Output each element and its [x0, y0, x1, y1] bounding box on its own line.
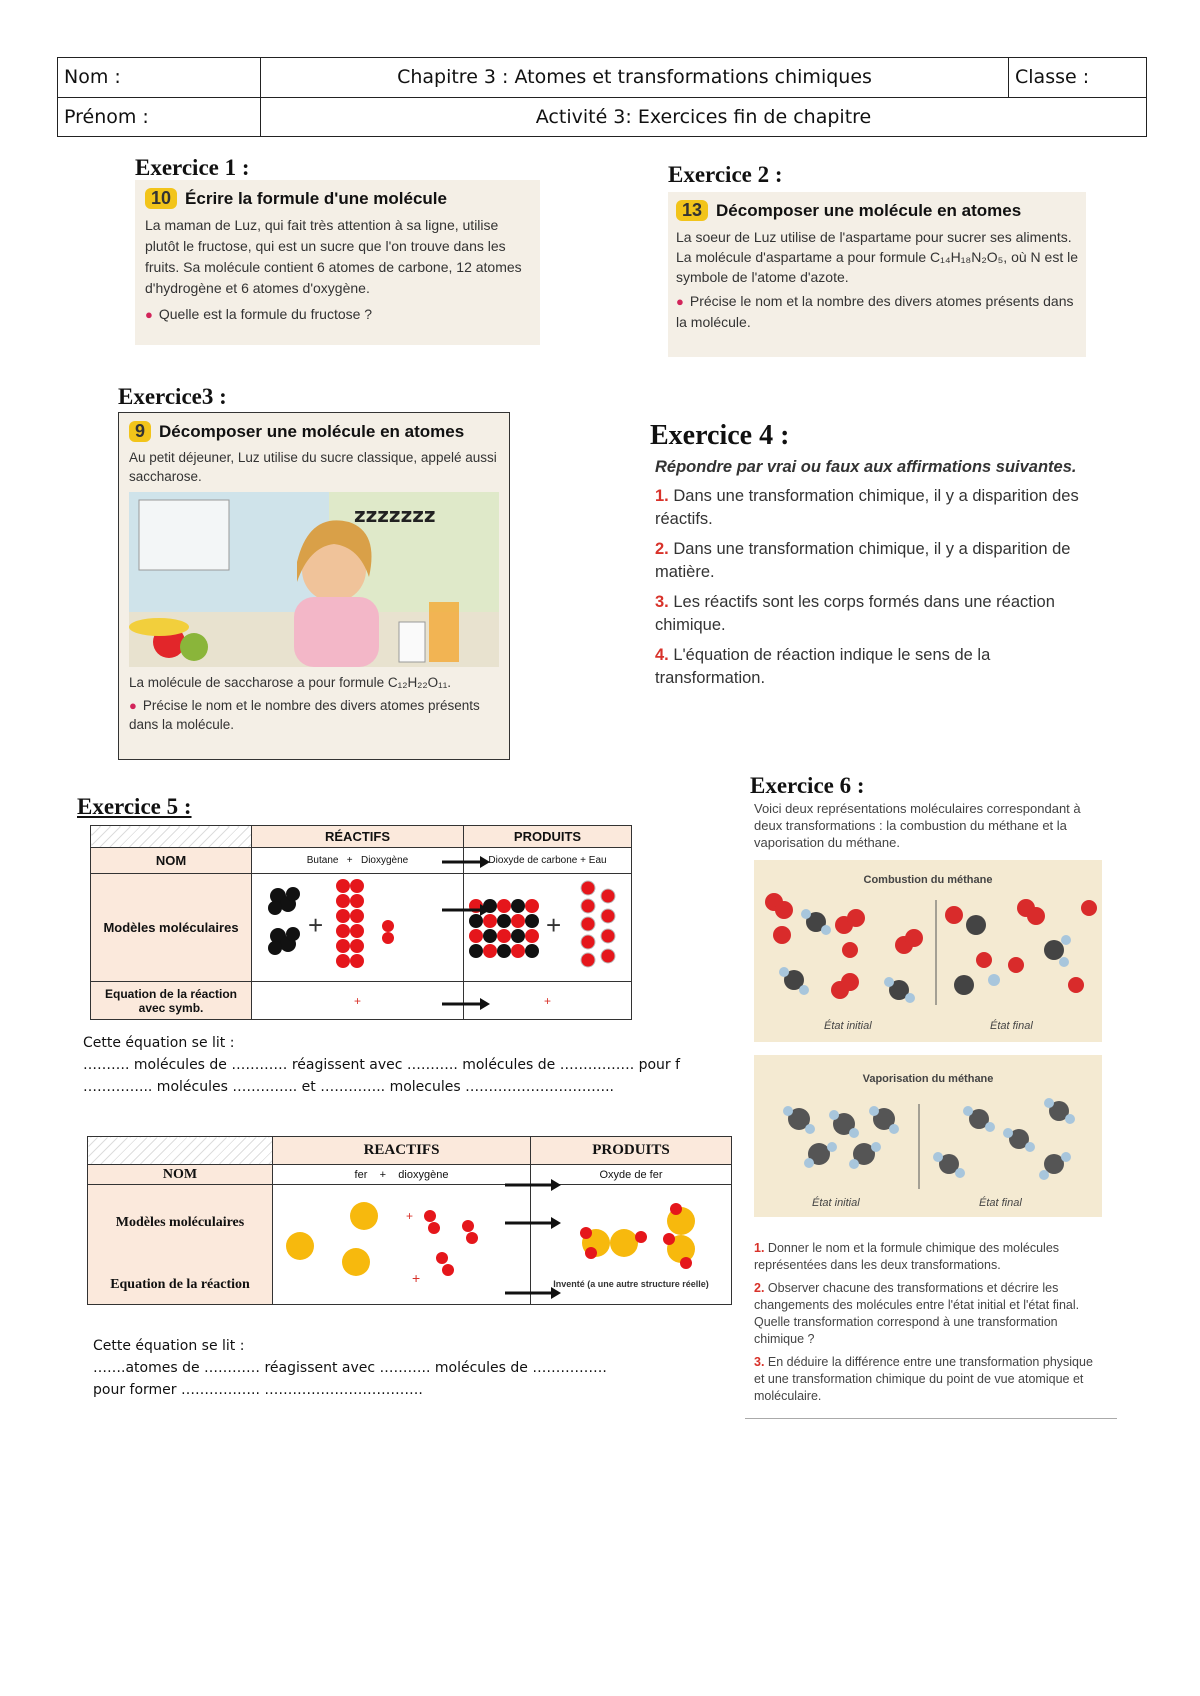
item-text: Dans une transformation chimique, il y a disparition de matière.	[655, 540, 1071, 581]
final-state-label: État final	[990, 1020, 1033, 1032]
ex1-question-text: Quelle est la formule du fructose ?	[158, 306, 373, 322]
svg-text:+: +	[411, 1270, 420, 1286]
nom-label: NOM	[88, 1165, 273, 1185]
chapter-title: Chapitre 3 : Atomes et transformations chimiques	[261, 58, 1009, 98]
ex3-card	[118, 412, 510, 760]
q-text: Observer chacune des transformations et décrire les changements des molécules entre l'état initial et l'état final. Quelle transformation correspond à une transformation chimique ?	[754, 1281, 1080, 1346]
ex2-title: Exercice 2 :	[668, 162, 783, 187]
ex4-item-3[interactable]	[655, 591, 1095, 637]
invented-note: Inventé (a une autre structure réelle)	[553, 1278, 709, 1289]
q-number: 1.	[754, 1241, 765, 1255]
co2-water-models	[468, 876, 628, 976]
ex4-title: Exercice 4 :	[650, 420, 790, 451]
ex4-item-4[interactable]	[655, 644, 1095, 690]
reading-intro: Cette équation se lit :	[93, 1338, 245, 1354]
equation-reactifs[interactable]: +	[252, 982, 464, 1020]
equation-label: Equation de la réaction avec symb.	[91, 982, 252, 1020]
ex4-body	[655, 458, 1095, 697]
ex1-title: Exercice 1 :	[135, 155, 250, 180]
ex5-reading-2	[93, 1335, 693, 1401]
activity-title: Activité 3: Exercices fin de chapitre	[261, 97, 1147, 137]
ex5-table-1	[90, 825, 632, 1020]
co2-label: Dioxyde de carbone	[488, 855, 578, 866]
modeles-label: Modèles moléculaires	[91, 874, 252, 982]
ex4-list	[655, 485, 1095, 690]
reactifs-header: RÉACTIFS	[252, 826, 464, 848]
ex1-heading: Écrire la formule d'une molécule	[185, 188, 447, 208]
nom-label: NOM	[91, 848, 252, 874]
final-state-label: État final	[979, 1197, 1022, 1209]
equation-label: Equation de la réaction	[110, 1277, 250, 1292]
ex3-title: Exercice3 :	[118, 384, 227, 409]
ex2-question	[676, 291, 1078, 332]
ex3-text: Au petit déjeuner, Luz utilise du sucre classique, appelé aussi saccharose.	[129, 450, 497, 484]
q-text: En déduire la différence entre une transformation physique et une transformation chimique du point de vue atomique et moléculaire.	[754, 1355, 1093, 1403]
ex1-question	[145, 303, 530, 326]
ex1-text: La maman de Luz, qui fait très attention à sa ligne, utilise plutôt le fructose, qui est un sucre que l'on trouve dans les fruits. Sa molécule contient 6 atomes de carbone, 12 atomes d'hydrogène et 6 atomes d'oxygène.	[145, 217, 522, 296]
ex3-number-badge: 9	[129, 421, 151, 442]
produits-names: Oxyde de fer	[531, 1165, 732, 1185]
ex6-question-1[interactable]	[754, 1240, 1104, 1274]
ex6-question-2[interactable]	[754, 1280, 1104, 1348]
equation-produits[interactable]: +	[464, 982, 632, 1020]
initial-state-label: État initial	[824, 1020, 872, 1032]
ex5-title: Exercice 5 :	[77, 794, 192, 819]
corner-cell	[91, 826, 252, 848]
reactifs-models	[273, 1185, 531, 1305]
plus-sign: +	[580, 855, 586, 866]
ex1-number-badge: 10	[145, 188, 177, 209]
ex5-table-2	[87, 1136, 732, 1305]
reaction-arrows-2	[503, 1175, 563, 1305]
vaporisation-models	[754, 1089, 1102, 1199]
svg-text:+: +	[307, 910, 323, 940]
ex6-questions	[754, 1240, 1104, 1405]
ex3-head	[129, 421, 499, 442]
svg-text:+: +	[545, 910, 561, 940]
eau-label: Eau	[588, 855, 607, 866]
dioxygene-label: dioxygène	[398, 1168, 449, 1181]
ex2-number-badge: 13	[676, 200, 708, 221]
reactifs-header: REACTIFS	[273, 1137, 531, 1165]
ex4-instruction: Répondre par vrai ou faux aux affirmations suivantes.	[655, 458, 1077, 476]
item-text: Les réactifs sont les corps formés dans une réaction chimique.	[655, 593, 1055, 634]
reading-line-2[interactable]: …………... molécules ………….. et ………….. molecules …………………………..	[83, 1079, 615, 1095]
ex3-formula: La molécule de saccharose a pour formule C₁₂H₂₂O₁₁.	[129, 675, 452, 690]
vaporisation-title: Vaporisation du méthane	[862, 1073, 994, 1085]
ex3-question-text: Précise le nom et le nombre des divers atomes présents dans la molécule.	[129, 698, 480, 732]
q-number: 2.	[754, 1281, 765, 1295]
header-table	[57, 57, 1147, 137]
nom-field[interactable]: Nom :	[58, 58, 261, 98]
produits-header: PRODUITS	[531, 1137, 732, 1165]
ex2-question-text: Précise le nom et la nombre des divers atomes présents dans la molécule.	[676, 293, 1074, 330]
reading-line-1[interactable]: ………. molécules de ………… réagissent avec ……….. molécules de ……………. pour f	[83, 1057, 681, 1073]
item-number: 1.	[655, 487, 669, 505]
ex6-question-3[interactable]	[754, 1354, 1104, 1405]
fer-label: fer	[354, 1168, 368, 1181]
reactifs-names	[252, 848, 464, 874]
reactifs-models	[252, 874, 464, 982]
combustion-models	[754, 890, 1102, 1020]
reading-intro: Cette équation se lit :	[83, 1035, 235, 1051]
vaporisation-panel	[754, 1055, 1102, 1217]
ex2-text: La soeur de Luz utilise de l'aspartame pour sucrer ses aliments. La molécule d'aspartame a pour formule C₁₄H₁₈N₂O₅, où N est le symbole de l'atome d'azote.	[676, 229, 1078, 285]
ex5-reading-1	[83, 1032, 743, 1098]
bullet-icon: ●	[145, 307, 153, 322]
svg-text:+: +	[405, 1209, 413, 1223]
item-number: 3.	[655, 593, 669, 611]
reaction-arrows-1	[440, 852, 490, 1012]
item-text: Dans une transformation chimique, il y a disparition des réactifs.	[655, 487, 1079, 528]
modeles-label	[88, 1185, 273, 1305]
plus-sign: +	[346, 855, 353, 866]
butane-oxygen-models	[263, 876, 453, 976]
modeles-text: Modèles moléculaires	[115, 1215, 245, 1230]
divider	[745, 1418, 1117, 1419]
iron-oxygen-models	[282, 1198, 522, 1288]
combustion-panel	[754, 860, 1102, 1042]
ex4-item-2[interactable]	[655, 538, 1095, 584]
ex6-intro: Voici deux représentations moléculaires correspondant à deux transformations : la combustion du méthane et la vaporisation du méthane.	[754, 801, 1081, 850]
iron-oxide-models	[536, 1201, 726, 1276]
ex2-head	[676, 200, 1078, 221]
item-number: 4.	[655, 646, 669, 664]
item-text: L'équation de réaction indique le sens de la transformation.	[655, 646, 991, 687]
reading-line-2[interactable]: pour former …………….. …………………………….	[93, 1382, 423, 1398]
ex1-card	[135, 180, 540, 345]
reading-line-1[interactable]: …….atomes de ………… réagissent avec ……….. molécules de …………….	[93, 1360, 607, 1376]
ex2-heading: Décomposer une molécule en atomes	[716, 200, 1022, 220]
reactifs-names	[273, 1165, 531, 1185]
bullet-icon: ●	[129, 698, 137, 713]
q-text: Donner le nom et la formule chimique des molécules représentées dans les deux transformations.	[754, 1241, 1060, 1272]
prenom-field[interactable]: Prénom :	[58, 97, 261, 137]
ex4-item-1[interactable]	[655, 485, 1095, 531]
bullet-icon: ●	[676, 294, 684, 309]
plus-sign: +	[379, 1168, 387, 1181]
produits-header: PRODUITS	[464, 826, 632, 848]
classe-field[interactable]: Classe :	[1009, 58, 1147, 98]
item-number: 2.	[655, 540, 669, 558]
ex2-card	[668, 192, 1086, 357]
zzz-text: zzzzzzz	[354, 503, 436, 527]
breakfast-illustration	[129, 492, 499, 667]
combustion-title: Combustion du méthane	[863, 874, 993, 886]
q-number: 3.	[754, 1355, 765, 1369]
butane-label: Butane	[306, 855, 339, 866]
corner-cell	[88, 1137, 273, 1165]
ex3-heading: Décomposer une molécule en atomes	[159, 421, 465, 441]
ex6-title: Exercice 6 :	[750, 773, 865, 798]
ex3-question	[129, 696, 499, 734]
initial-state-label: État initial	[812, 1197, 860, 1209]
dioxygene-label: Dioxygène	[360, 855, 409, 866]
ex1-head	[145, 188, 530, 209]
